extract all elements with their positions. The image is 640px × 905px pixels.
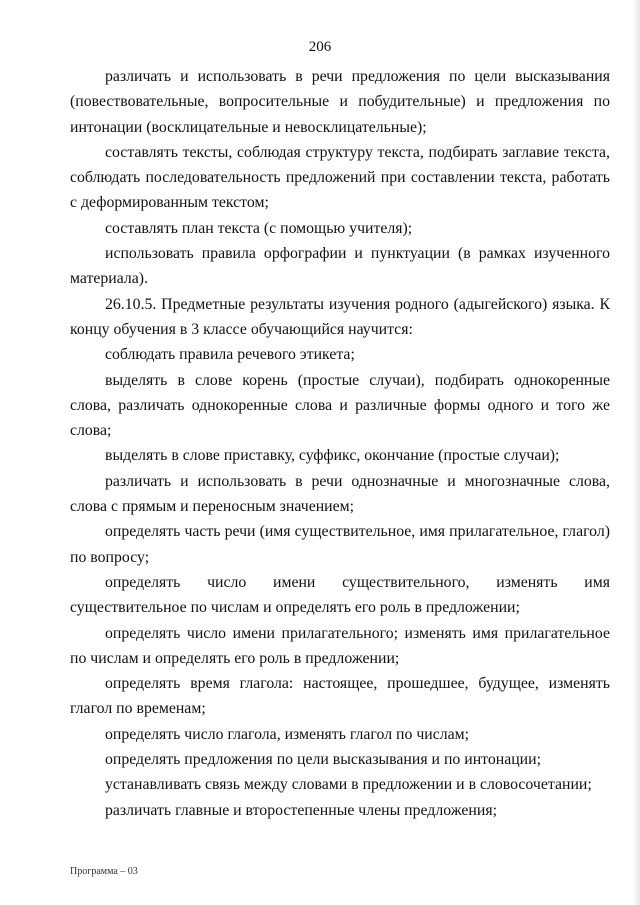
page-footer: Программа – 03	[70, 866, 138, 877]
paragraph: соблюдать правила речевого этикета;	[105, 346, 355, 364]
page-edge-shadow	[632, 0, 640, 905]
body-text	[70, 64, 610, 823]
paragraph: составлять план текста (с помощью учителя);	[105, 219, 413, 237]
paragraph: составлять тексты, соблюдая структуру текста, подбирать заглавие текста, соблюдать последовательность предложений при составлении текста, работать с деформированным текстом;	[70, 143, 610, 212]
paragraph: выделять в слове приставку, суффикс, окончание (простые случаи);	[105, 447, 560, 465]
paragraph: определять число имени существительного, изменять имя существительное по числам и определять его роль в предложении;	[70, 573, 610, 617]
paragraph: определять часть речи (имя существительное, имя прилагательное, глагол) по вопросу;	[70, 523, 610, 566]
paragraph: определять число имени прилагательного; изменять имя прилагательное по числам и определять его роль в предложении;	[70, 624, 610, 667]
paragraph: определять предложения по цели высказывания и по интонации;	[105, 751, 541, 769]
paragraph: различать и использовать в речи предложения по цели высказывания (повествовательные, вопросительные и побудительные) и предложения по интонации (восклицательные и невосклицательные);	[70, 68, 610, 136]
paragraph: определять время глагола: настоящее, прошедшее, будущее, изменять глагол по временам;	[70, 675, 610, 718]
paragraph: различать и использовать в речи однозначные и многозначные слова, слова с прямым и переносным значением;	[70, 472, 610, 516]
paragraph: выделять в слове корень (простые случаи), подбирать однокоренные слова, различать однокоренные слова и различные формы одного и того же слова;	[70, 371, 610, 440]
paragraph: использовать правила орфографии и пунктуации (в рамках изученного материала).	[70, 245, 610, 288]
page-number: 206	[308, 39, 332, 55]
paragraph: устанавливать связь между словами в предложении и в словосочетании;	[105, 776, 592, 794]
paragraph: различать главные и второстепенные члены предложения;	[105, 801, 497, 819]
paragraph: определять число глагола, изменять глагол по числам;	[105, 725, 470, 743]
section-heading-paragraph: 26.10.5. Предметные результаты изучения родного (адыгейского) языка. К концу обучения в 3 классе обучающийся научится:	[70, 295, 610, 338]
